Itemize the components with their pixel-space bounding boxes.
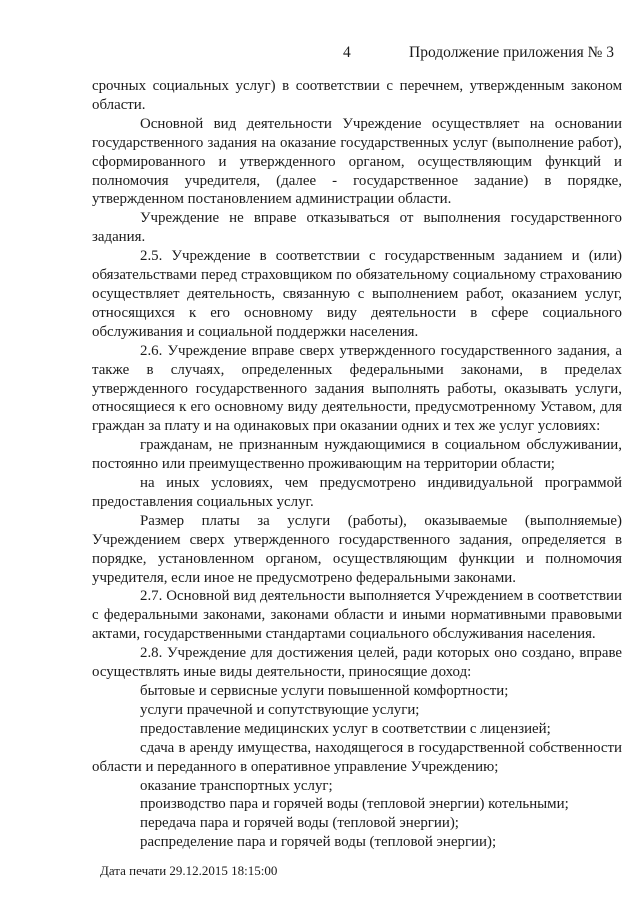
page-number: 4 [343,44,351,61]
paragraph-2-7: 2.7. Основной вид деятельности выполняется Учреждением в соответствии с федеральными законами, законами области и иными нормативными правовыми актами, государственными стандартами социального обслуживания населения. [92,588,622,643]
list-item: производство пара и горячей воды (тепловой энергии) котельными; [140,796,569,813]
list-item: гражданам, не признанным нуждающимися в социальном обслуживании, постоянно или преимущественно проживающим на территории области; [92,437,622,473]
paragraph-2-8: 2.8. Учреждение для достижения целей, ради которых оно создано, вправе осуществлять иные виды деятельности, приносящие доход: [92,645,622,681]
list-item: предоставление медицинских услуг в соответствии с лицензией; [140,720,551,737]
list-item: услуги прачечной и сопутствующие услуги; [140,701,420,718]
page-header [0,44,640,64]
paragraph-fee-size: Размер платы за услуги (работы), оказываемые (выполняемые) Учреждением сверх утвержденного государственного задания, определяется в порядке, установленном органом, осуществляющим функции и полномочия учредителя, если иное не предусмотрено федеральными законами. [92,512,622,586]
continuation-label: Продолжение приложения № 3 [409,44,614,61]
paragraph-continued: срочных социальных услуг) в соответствии с перечнем, утвержденным законом области. [92,78,622,113]
list-item: бытовые и сервисные услуги повышенной комфортности; [140,683,509,699]
paragraph-2-6: 2.6. Учреждение вправе сверх утвержденного государственного задания, а также в случаях, определенных федеральными законами, в пределах утвержденного государственного задания выполнять работы, оказывать услуги, относящиеся к его основному виду деятельности, предусмотренному Уставом, для граждан за плату и на одинаковых при оказании одних и тех же услуг условиях: [92,342,622,435]
paragraph-main-activity: Основной вид деятельности Учреждение осуществляет на основании государственного задания на оказание государственных услуг (выполнение работ), сформированного и утвержденного органом, осуществляющим функций и полномочия учредителя, (далее - государственное задание) в порядке, утвержденном постановлением администрации области. [92,115,622,208]
list-item: на иных условиях, чем предусмотрено индивидуальной программой предоставления социальных услуг. [92,475,622,510]
paragraph-no-refusal: Учреждение не вправе отказываться от выполнения государственного задания. [92,210,622,246]
list-item: распределение пара и горячей воды (тепловой энергии); [140,834,497,851]
paragraph-2-5: 2.5. Учреждение в соответствии с государственным заданием и (или) обязательствами перед страховщиком по обязательному социальному страхованию осуществляет деятельность, связанную с выполнением работ, оказанием услуг, относящихся к его основному виду деятельности в сфере социального обслуживания и социальной поддержки населения. [92,248,622,340]
print-date: Дата печати 29.12.2015 18:15:00 [100,863,278,878]
list-item: передача пара и горячей воды (тепловой энергии); [140,815,459,832]
document-body [92,77,622,852]
list-item: сдача в аренду имущества, находящегося в государственной собственности области и переданного в оперативное управление Учреждению; [92,739,622,775]
list-item: оказание транспортных услуг; [140,777,333,794]
